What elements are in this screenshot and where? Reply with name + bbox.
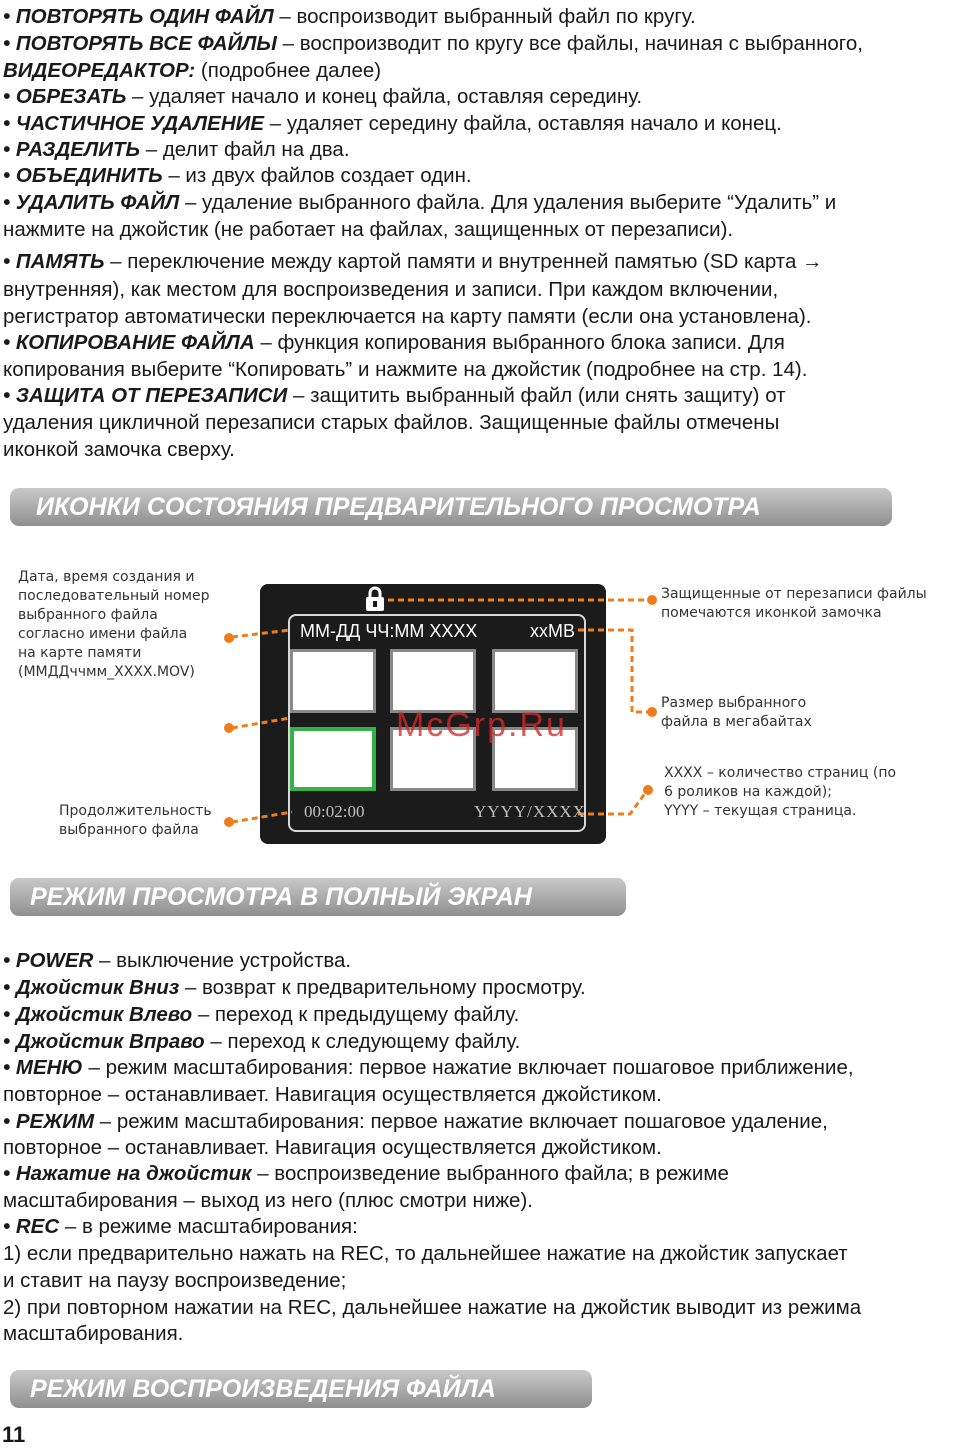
note-size: Размер выбранного файла в мегабайтах — [661, 695, 812, 730]
text-line: 2) при повторном нажатии на REC, дальнейшее нажатие на джойстик выводит из режима — [3, 1296, 862, 1319]
text-line: • POWER – выключение устройства. — [3, 949, 352, 972]
text-line: • УДАЛИТЬ ФАЙЛ – удаление выбранного файла. Для удаления выберите “Удалить” и — [3, 191, 837, 214]
text-line: внутренняя), как местом для воспроизведения и записи. При каждом включении, — [3, 278, 779, 301]
callout-selected-dot — [224, 723, 234, 733]
text-line: • ОБЪЕДИНИТЬ – из двух файлов создает один. — [3, 164, 472, 187]
text-line: и ставит на паузу воспроизведение; — [3, 1269, 347, 1292]
note-date: Дата, время создания и последовательный номер выбранного файла согласно имени файла на карте памяти (ММДДччмм_XXXX.MOV) — [18, 569, 210, 680]
banner-fullscreen: РЕЖИМ ПРОСМОТРА В ПОЛНЫЙ ЭКРАН — [10, 878, 626, 916]
note-pages: XXXX – количество страниц (по 6 роликов на каждой); YYYY – текущая страница. — [664, 765, 897, 819]
banner-playback: РЕЖИМ ВОСПРОИЗВЕДЕНИЯ ФАЙЛА — [10, 1370, 592, 1408]
text-line: удаления цикличной перезаписи старых файлов. Защищенные файлы отмечены — [3, 411, 780, 434]
text-line: • Нажатие на джойстик – воспроизведение выбранного файла; в режиме — [3, 1162, 729, 1185]
text-line: • РЕЖИМ – режим масштабирования: первое нажатие включает пошаговое удаление, — [3, 1110, 828, 1133]
preview-page-counter: YYYY/XXXX — [474, 802, 586, 821]
text-line: • МЕНЮ – режим масштабирования: первое нажатие включает пошаговое приближение, — [3, 1056, 854, 1079]
callout-pages-dot — [643, 785, 653, 795]
callout-duration-dot — [224, 817, 234, 827]
text-line: повторное – останавливает. Навигация осуществляется джойстиком. — [3, 1083, 662, 1106]
text-line: копирования выберите “Копировать” и нажмите на джойстик (подробнее на стр. 14). — [3, 358, 808, 381]
thumbnail[interactable] — [290, 649, 376, 713]
page-number: 11 — [2, 1422, 26, 1447]
text-line: 1) если предварительно нажать на REC, то дальнейшее нажатие на джойстик запускает — [3, 1242, 848, 1265]
callout-selected-line — [232, 718, 290, 728]
note-duration: Продолжительность выбранного файла — [59, 803, 212, 838]
callout-date-line — [232, 630, 290, 637]
callout-size-dot — [647, 707, 657, 717]
text-line: ВИДЕОРЕДАКТОР: (подробнее далее) — [3, 59, 382, 82]
text-line: иконкой замочка сверху. — [3, 438, 235, 461]
text-line: • Джойстик Влево – переход к предыдущему файлу. — [3, 1003, 520, 1026]
callout-date-dot — [224, 633, 234, 643]
banner-preview-icons: ИКОНКИ СОСТОЯНИЯ ПРЕДВАРИТЕЛЬНОГО ПРОСМОТРА — [10, 488, 892, 526]
text-line: • КОПИРОВАНИЕ ФАЙЛА – функция копирования выбранного блока записи. Для — [3, 331, 785, 354]
thumbnail[interactable] — [390, 649, 476, 713]
text-line: • Джойстик Вниз – возврат к предварительному просмотру. — [3, 976, 586, 999]
text-line: • REC – в режиме масштабирования: — [3, 1215, 358, 1238]
text-line: нажмите на джойстик (не работает на файлах, защищенных от перезаписи). — [3, 218, 734, 241]
text-line: • РАЗДЕЛИТЬ – делит файл на два. — [3, 138, 350, 161]
callout-duration-line — [232, 812, 292, 822]
note-lock: Защищенные от перезаписи файлы помечаются иконкой замочка — [661, 586, 927, 621]
text-line: масштабирования – выход из него (плюс смотри ниже). — [3, 1189, 533, 1212]
callout-pages-line — [578, 792, 646, 814]
thumbnail[interactable] — [492, 649, 578, 713]
text-line: • ПАМЯТЬ – переключение между картой памяти и внутренней памятью (SD карта → — [3, 250, 823, 273]
callout-lock-dot — [647, 595, 657, 605]
thumbnail-selected[interactable] — [290, 727, 376, 791]
watermark: McGrp.Ru — [396, 706, 567, 744]
callout-size-line — [578, 630, 650, 712]
text-line: повторное – останавливает. Навигация осуществляется джойстиком. — [3, 1136, 662, 1159]
text-line: • Джойстик Вправо – переход к следующему файлу. — [3, 1030, 521, 1053]
preview-header-size: xxMB — [530, 621, 575, 641]
text-line: регистратор автоматически переключается на карту памяти (если она установлена). — [3, 305, 812, 328]
text-line: • ЗАЩИТА ОТ ПЕРЕЗАПИСИ – защитить выбранный файл (или снять защиту) от — [3, 384, 786, 407]
text-line: • ПОВТОРЯТЬ ВСЕ ФАЙЛЫ – воспроизводит по кругу все файлы, начиная с выбранного, — [3, 32, 863, 55]
preview-header-datetime: ММ-ДД ЧЧ:ММ XXXX — [300, 621, 478, 641]
text-line: • ПОВТОРЯТЬ ОДИН ФАЙЛ – воспроизводит выбранный файл по кругу. — [3, 5, 696, 28]
lock-icon — [366, 588, 384, 611]
preview-duration: 00:02:00 — [304, 802, 365, 821]
text-line: масштабирования. — [3, 1322, 184, 1345]
text-line: • ОБРЕЗАТЬ – удаляет начало и конец файла, оставляя середину. — [3, 85, 643, 108]
text-line: • ЧАСТИЧНОЕ УДАЛЕНИЕ – удаляет середину файла, оставляя начало и конец. — [3, 112, 782, 135]
